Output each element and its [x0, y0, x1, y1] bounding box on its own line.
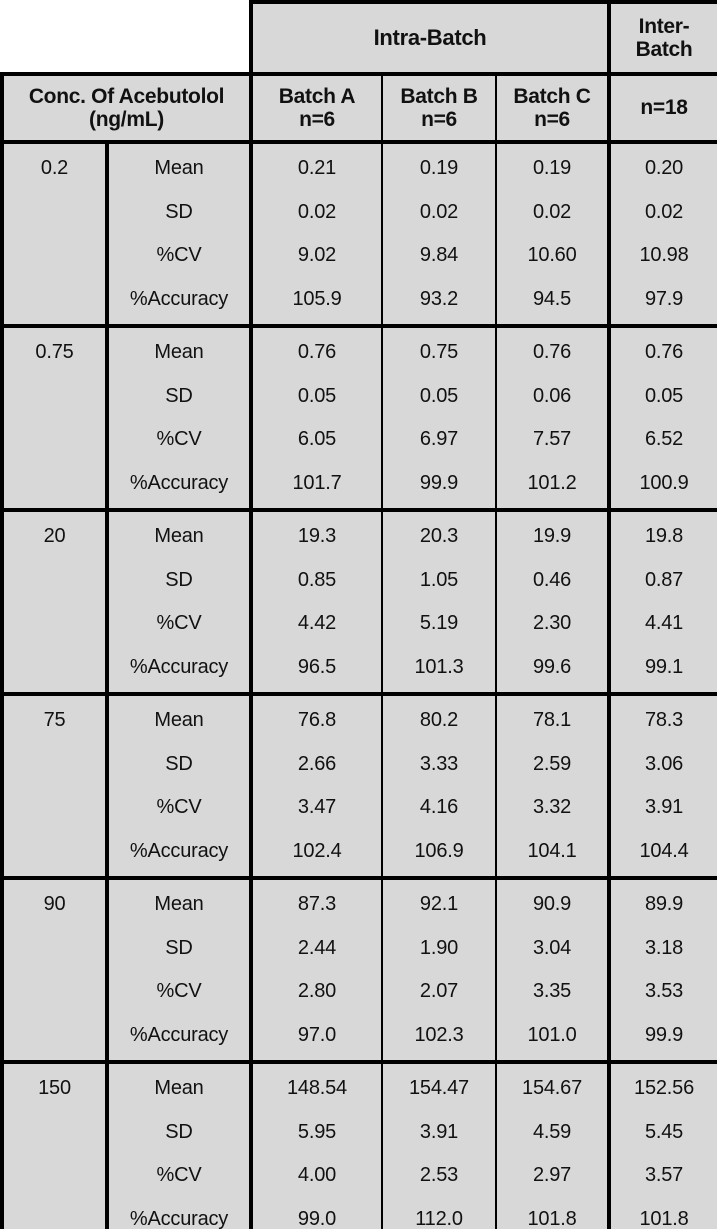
- batch-b-values-cell: [382, 878, 496, 1062]
- stat-labels-cell: [107, 326, 251, 510]
- cell-value: 7.57: [532, 428, 572, 451]
- conc-block-row: [2, 326, 717, 510]
- cell-value: 0.05: [297, 384, 337, 407]
- spacer: [4, 278, 105, 322]
- cell-value: 101.8: [527, 1207, 577, 1229]
- cell-value: 89.9: [644, 893, 684, 916]
- cell-value: 154.67: [522, 1077, 582, 1100]
- batch-b-values-cell: [382, 694, 496, 878]
- cell-value: 0.05: [644, 384, 684, 407]
- cell-value: 5.19: [419, 612, 459, 635]
- stat-label: %CV: [156, 244, 202, 267]
- cell-value: 99.6: [532, 655, 572, 678]
- stat-labels-stack: [109, 147, 249, 321]
- stat-label: SD: [165, 752, 193, 775]
- cell-value: 96.5: [297, 655, 337, 678]
- batch-a-values-stack: [253, 883, 381, 1057]
- batch-a-values-cell: [251, 694, 382, 878]
- conc-block-row: [2, 878, 717, 1062]
- cell-value: 90.9: [532, 893, 572, 916]
- batch-c-name: Batch C: [513, 84, 591, 108]
- cell-value: 0.06: [532, 384, 572, 407]
- stat-label: %Accuracy: [129, 287, 229, 310]
- spacer: [4, 418, 105, 462]
- cell-value: 94.5: [532, 287, 572, 310]
- batch-c-values-cell: [496, 326, 609, 510]
- cell-value: 0.02: [419, 200, 459, 223]
- stat-label: Mean: [154, 1077, 204, 1100]
- stat-label: %Accuracy: [129, 1207, 229, 1229]
- cell-value: 2.07: [419, 980, 459, 1003]
- cell-value: 102.4: [292, 839, 342, 862]
- cell-value: 3.53: [644, 980, 684, 1003]
- conc-value: 75: [43, 709, 66, 732]
- cell-value: 1.05: [419, 568, 459, 591]
- spacer: [4, 559, 105, 603]
- batch-c-n: n=6: [534, 108, 570, 131]
- conc-header: [2, 74, 251, 142]
- stat-label: %CV: [156, 612, 202, 635]
- stat-label: Mean: [154, 709, 204, 732]
- cell-value: 0.02: [532, 200, 572, 223]
- inter-batch-values-cell: [609, 694, 717, 878]
- stat-label: %Accuracy: [129, 839, 229, 862]
- spacer: [4, 234, 105, 278]
- conc-block-row: [2, 694, 717, 878]
- batch-c-values-cell: [496, 694, 609, 878]
- batch-a-values-cell: [251, 326, 382, 510]
- batch-b-values-stack: [383, 883, 495, 1057]
- spacer: [4, 646, 105, 690]
- spacer: [4, 1154, 105, 1198]
- stat-label: %CV: [156, 796, 202, 819]
- cell-value: 3.32: [532, 796, 572, 819]
- stat-label: %CV: [156, 1164, 202, 1187]
- cell-value: 76.8: [297, 709, 337, 732]
- stat-label: Mean: [154, 157, 204, 180]
- cell-value: 0.02: [644, 200, 684, 223]
- inter-n-header: n=18: [609, 74, 717, 142]
- cell-value: 92.1: [419, 893, 459, 916]
- batch-b-values-stack: [383, 147, 495, 321]
- stat-label: %Accuracy: [129, 471, 229, 494]
- cell-value: 2.30: [532, 612, 572, 635]
- cell-value: 104.1: [527, 839, 577, 862]
- conc-value: 90: [43, 893, 66, 916]
- conc-cell: [2, 142, 107, 326]
- cell-value: 3.47: [297, 796, 337, 819]
- conc-stack: [4, 883, 105, 1057]
- conc-stack: [4, 515, 105, 689]
- stat-label: SD: [165, 568, 193, 591]
- inter-batch-values-stack: [611, 1067, 717, 1229]
- cell-value: 93.2: [419, 287, 459, 310]
- cell-value: 0.05: [419, 384, 459, 407]
- cell-value: 0.75: [419, 341, 459, 364]
- batch-c-values-stack: [497, 147, 607, 321]
- cell-value: 2.97: [532, 1164, 572, 1187]
- spacer: [4, 1111, 105, 1155]
- conc-cell: [2, 694, 107, 878]
- cell-value: 0.76: [644, 341, 684, 364]
- cell-value: 20.3: [419, 525, 459, 548]
- stat-label: Mean: [154, 525, 204, 548]
- batch-c-values-stack: [497, 699, 607, 873]
- batch-a-values-stack: [253, 515, 381, 689]
- cell-value: 104.4: [639, 839, 689, 862]
- spacer: [4, 927, 105, 971]
- cell-value: 0.76: [297, 341, 337, 364]
- batch-a-header: [251, 74, 382, 142]
- cell-value: 1.90: [419, 936, 459, 959]
- spacer: [4, 462, 105, 506]
- cell-value: 19.9: [532, 525, 572, 548]
- inter-batch-values-stack: [611, 515, 717, 689]
- cell-value: 3.91: [644, 796, 684, 819]
- stat-labels-cell: [107, 878, 251, 1062]
- stat-label: SD: [165, 936, 193, 959]
- conc-value: 150: [38, 1077, 71, 1100]
- cell-value: 0.87: [644, 568, 684, 591]
- stat-label: SD: [165, 384, 193, 407]
- conc-stack: [4, 699, 105, 873]
- batch-b-values-cell: [382, 1062, 496, 1229]
- inter-batch-values-stack: [611, 883, 717, 1057]
- cell-value: 99.1: [644, 655, 684, 678]
- inter-batch-values-cell: [609, 510, 717, 694]
- cell-value: 0.76: [532, 341, 572, 364]
- batch-c-values-cell: [496, 878, 609, 1062]
- cell-value: 19.3: [297, 525, 337, 548]
- cell-value: 0.46: [532, 568, 572, 591]
- cell-value: 0.19: [532, 157, 572, 180]
- stat-label: %CV: [156, 428, 202, 451]
- cell-value: 99.9: [419, 471, 459, 494]
- inter-batch-values-cell: [609, 142, 717, 326]
- conc-cell: [2, 510, 107, 694]
- cell-value: 9.02: [297, 244, 337, 267]
- cell-value: 78.3: [644, 709, 684, 732]
- cell-value: 3.57: [644, 1164, 684, 1187]
- cell-value: 2.44: [297, 936, 337, 959]
- spacer: [4, 970, 105, 1014]
- conc-block-row: [2, 142, 717, 326]
- cell-value: 2.59: [532, 752, 572, 775]
- conc-stack: [4, 1067, 105, 1229]
- stat-label: %CV: [156, 980, 202, 1003]
- spacer: [4, 191, 105, 235]
- cell-value: 19.8: [644, 525, 684, 548]
- conc-cell: [2, 878, 107, 1062]
- cell-value: 2.53: [419, 1164, 459, 1187]
- stat-labels-cell: [107, 142, 251, 326]
- batch-b-values-stack: [383, 331, 495, 505]
- batch-a-values-stack: [253, 699, 381, 873]
- cell-value: 87.3: [297, 893, 337, 916]
- stat-label: %Accuracy: [129, 655, 229, 678]
- cell-value: 10.60: [527, 244, 577, 267]
- inter-batch-values-stack: [611, 147, 717, 321]
- stat-labels-stack: [109, 883, 249, 1057]
- stat-label: Mean: [154, 893, 204, 916]
- cell-value: 105.9: [292, 287, 342, 310]
- table-body: [2, 142, 717, 1229]
- conc-stack: [4, 147, 105, 321]
- spacer: [4, 1014, 105, 1058]
- stat-label: SD: [165, 1120, 193, 1143]
- batch-a-values-stack: [253, 1067, 381, 1229]
- cell-value: 6.05: [297, 428, 337, 451]
- batch-c-header: [496, 74, 609, 142]
- inter-batch-values-cell: [609, 1062, 717, 1229]
- cell-value: 99.9: [644, 1023, 684, 1046]
- cell-value: 100.9: [639, 471, 689, 494]
- cell-value: 0.02: [297, 200, 337, 223]
- cell-value: 4.00: [297, 1164, 337, 1187]
- cell-value: 2.66: [297, 752, 337, 775]
- inter-batch-header: [609, 2, 717, 74]
- batch-a-values-cell: [251, 510, 382, 694]
- cell-value: 3.06: [644, 752, 684, 775]
- cell-value: 0.19: [419, 157, 459, 180]
- conc-value: 20: [43, 525, 66, 548]
- spacer: [4, 602, 105, 646]
- spacer: [4, 786, 105, 830]
- cell-value: 4.16: [419, 796, 459, 819]
- cell-value: 97.9: [644, 287, 684, 310]
- intra-batch-header: Intra-Batch: [251, 2, 609, 74]
- cell-value: 2.80: [297, 980, 337, 1003]
- batch-b-values-cell: [382, 326, 496, 510]
- cell-value: 4.59: [532, 1120, 572, 1143]
- cell-value: 3.04: [532, 936, 572, 959]
- cell-value: 99.0: [297, 1207, 337, 1229]
- batch-b-header: [382, 74, 496, 142]
- cell-value: 6.97: [419, 428, 459, 451]
- cell-value: 106.9: [414, 839, 464, 862]
- stat-labels-stack: [109, 699, 249, 873]
- stat-labels-cell: [107, 694, 251, 878]
- cell-value: 0.20: [644, 157, 684, 180]
- cell-value: 97.0: [297, 1023, 337, 1046]
- batch-c-values-stack: [497, 883, 607, 1057]
- inter-batch-line2: Batch: [635, 38, 693, 61]
- cell-value: 112.0: [415, 1207, 463, 1229]
- column-header-row: [2, 74, 717, 142]
- cell-value: 4.41: [644, 612, 684, 635]
- batch-a-values-cell: [251, 1062, 382, 1229]
- cell-value: 3.35: [532, 980, 572, 1003]
- conc-header-line2: (ng/mL): [89, 108, 164, 131]
- batch-a-n: n=6: [299, 108, 335, 131]
- cell-value: 5.95: [297, 1120, 337, 1143]
- batch-c-values-stack: [497, 331, 607, 505]
- inter-batch-values-cell: [609, 878, 717, 1062]
- cell-value: 101.8: [639, 1207, 689, 1229]
- stat-labels-cell: [107, 510, 251, 694]
- cell-value: 9.84: [419, 244, 459, 267]
- batch-a-values-cell: [251, 878, 382, 1062]
- cell-value: 101.2: [527, 471, 577, 494]
- cell-value: 152.56: [634, 1077, 694, 1100]
- spacer: [4, 743, 105, 787]
- cell-value: 3.91: [419, 1120, 459, 1143]
- batch-b-values-stack: [383, 1067, 495, 1229]
- conc-block-row: [2, 1062, 717, 1229]
- cell-value: 102.3: [414, 1023, 464, 1046]
- cell-value: 5.45: [644, 1120, 684, 1143]
- corner-blank: [2, 2, 251, 74]
- cell-value: 154.47: [409, 1077, 469, 1100]
- inter-batch-values-stack: [611, 331, 717, 505]
- stat-labels-stack: [109, 331, 249, 505]
- cell-value: 10.98: [639, 244, 689, 267]
- spacer: [4, 375, 105, 419]
- batch-a-values-cell: [251, 142, 382, 326]
- cell-value: 3.18: [644, 936, 684, 959]
- cell-value: 148.54: [287, 1077, 347, 1100]
- cell-value: 0.21: [297, 157, 337, 180]
- cell-value: 3.33: [419, 752, 459, 775]
- batch-a-values-stack: [253, 147, 381, 321]
- group-header-row: [2, 2, 717, 74]
- batch-a-name: Batch A: [278, 84, 356, 108]
- conc-cell: [2, 326, 107, 510]
- batch-b-name: Batch B: [400, 84, 478, 108]
- cell-value: 101.3: [414, 655, 464, 678]
- stat-label: %Accuracy: [129, 1023, 229, 1046]
- batch-b-n: n=6: [421, 108, 457, 131]
- cell-value: 78.1: [532, 709, 572, 732]
- stat-labels-cell: [107, 1062, 251, 1229]
- stat-label: Mean: [154, 341, 204, 364]
- batch-c-values-stack: [497, 515, 607, 689]
- cell-value: 0.85: [297, 568, 337, 591]
- conc-header-line1: Conc. Of Acebutolol: [28, 84, 225, 108]
- cell-value: 101.0: [527, 1023, 577, 1046]
- inter-batch-line1: Inter-: [638, 14, 690, 38]
- batch-b-values-cell: [382, 142, 496, 326]
- stat-labels-stack: [109, 1067, 249, 1229]
- conc-block-row: [2, 510, 717, 694]
- conc-value: 0.75: [35, 341, 74, 364]
- inter-batch-values-stack: [611, 699, 717, 873]
- stat-labels-stack: [109, 515, 249, 689]
- inter-batch-values-cell: [609, 326, 717, 510]
- spacer: [4, 830, 105, 874]
- batch-c-values-cell: [496, 142, 609, 326]
- cell-value: 4.42: [297, 612, 337, 635]
- batch-c-values-cell: [496, 510, 609, 694]
- cell-value: 101.7: [292, 471, 342, 494]
- cell-value: 6.52: [644, 428, 684, 451]
- conc-stack: [4, 331, 105, 505]
- batch-c-values-stack: [497, 1067, 607, 1229]
- batch-b-values-cell: [382, 510, 496, 694]
- batch-b-values-stack: [383, 699, 495, 873]
- cell-value: 80.2: [419, 709, 459, 732]
- batch-c-values-cell: [496, 1062, 609, 1229]
- stat-label: SD: [165, 200, 193, 223]
- conc-cell: [2, 1062, 107, 1229]
- spacer: [4, 1198, 105, 1229]
- batch-a-values-stack: [253, 331, 381, 505]
- batch-b-values-stack: [383, 515, 495, 689]
- conc-value: 0.2: [40, 157, 69, 180]
